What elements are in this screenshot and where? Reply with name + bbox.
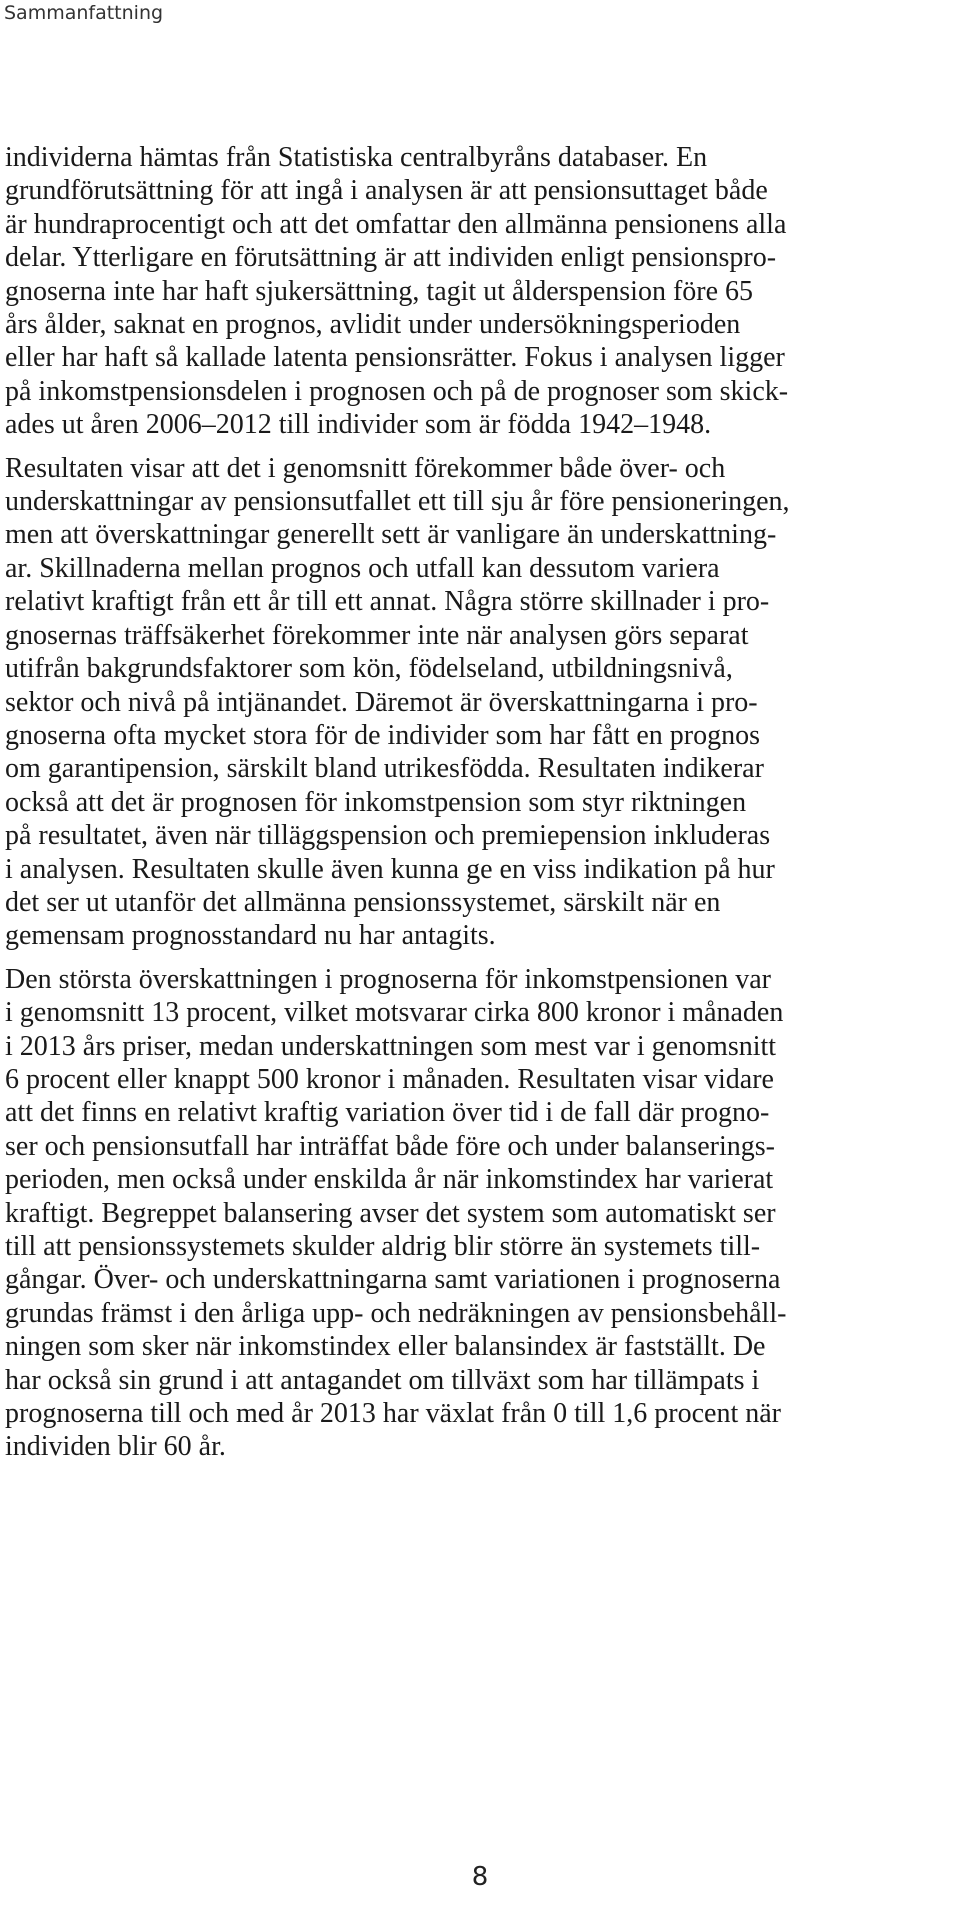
text-line: att det finns en relativt kraftig variation över tid i de fall där progno-: [5, 1097, 770, 1129]
text-line: gnosernas träffsäkerhet förekommer inte när analysen görs separat: [5, 619, 749, 651]
text-line: det ser ut utanför det allmänna pensionssystemet, särskilt när en: [5, 886, 721, 918]
text-line: i genomsnitt 13 procent, vilket motsvarar cirka 800 kronor i månaden: [5, 997, 784, 1029]
body-text: [5, 141, 950, 1474]
text-line: Den största överskattningen i prognoserna för inkomstpensionen var: [5, 963, 771, 995]
text-line: grundförutsättning för att ingå i analysen är att pensionsuttaget både: [5, 175, 768, 207]
text-line: sektor och nivå på intjänandet. Däremot är överskattningarna i pro-: [5, 686, 758, 718]
text-line: 6 procent eller knappt 500 kronor i månaden. Resultaten visar vidare: [5, 1063, 774, 1095]
text-line: på inkomstpensionsdelen i prognosen och på de prognoser som skick-: [5, 375, 789, 407]
text-line: i analysen. Resultaten skulle även kunna ge en viss indikation på hur: [5, 853, 775, 885]
text-line: i 2013 års priser, medan underskattningen som mest var i genomsnitt: [5, 1030, 777, 1062]
text-line: gnoserna ofta mycket stora för de individer som har fått en prognos: [5, 719, 761, 751]
page-number: 8: [471, 1862, 489, 1892]
paragraph-2: [5, 452, 950, 953]
text-line: delar. Ytterligare en förutsättning är att individen enligt pensionspro-: [5, 242, 777, 274]
text-line: ningen som sker när inkomstindex eller balansindex är fastställt. De: [5, 1331, 766, 1363]
text-line: ades ut åren 2006–2012 till individer som är födda 1942–1948.: [5, 409, 712, 441]
text-line: eller har haft så kallade latenta pensionsrätter. Fokus i analysen ligger: [5, 342, 785, 374]
paragraph-1: [5, 141, 950, 442]
text-line: utifrån bakgrundsfaktorer som kön, födelseland, utbildningsnivå,: [5, 653, 733, 685]
text-line: men att överskattningar generellt sett är vanligare än underskattning-: [5, 519, 777, 551]
text-line: individerna hämtas från Statistiska centralbyråns databaser. En: [5, 142, 708, 173]
text-line: gnoserna inte har haft sjukersättning, tagit ut ålderspension före 65: [5, 275, 754, 307]
paragraph-3: [5, 963, 950, 1464]
text-line: om garantipension, särskilt bland utrikesfödda. Resultaten indikerar: [5, 753, 764, 785]
running-head: Sammanfattning: [4, 2, 164, 24]
text-line: individen blir 60 år.: [5, 1431, 226, 1463]
text-line: ar. Skillnaderna mellan prognos och utfall kan dessutom variera: [5, 552, 720, 584]
text-line: gångar. Över- och underskattningarna samt variationen i prognoserna: [5, 1264, 781, 1296]
text-line: har också sin grund i att antagandet om tillväxt som har tillämpats i: [5, 1364, 760, 1396]
text-line: kraftigt. Begreppet balansering avser det system som automatiskt ser: [5, 1197, 776, 1229]
text-line: relativt kraftigt från ett år till ett annat. Några större skillnader i pro-: [5, 586, 770, 618]
text-line: perioden, men också under enskilda år när inkomstindex har varierat: [5, 1164, 774, 1196]
text-line: års ålder, saknat en prognos, avlidit under undersökningsperioden: [5, 309, 741, 341]
text-line: Resultaten visar att det i genomsnitt förekommer både över- och: [5, 452, 726, 484]
text-line: underskattningar av pensionsutfallet ett till sju år före pensioneringen,: [5, 486, 790, 518]
text-line: ser och pensionsutfall har inträffat både före och under balanserings-: [5, 1130, 775, 1162]
text-line: på resultatet, även när tilläggspension och premiepension inkluderas: [5, 820, 771, 852]
text-line: är hundraprocentigt och att det omfattar den allmänna pensionens alla: [5, 208, 787, 240]
text-line: prognoserna till och med år 2013 har växlat från 0 till 1,6 procent när: [5, 1398, 781, 1430]
text-line: grundas främst i den årliga upp- och nedräkningen av pensionsbehåll-: [5, 1297, 787, 1329]
text-line: gemensam prognosstandard nu har antagits.: [5, 920, 496, 952]
text-line: också att det är prognosen för inkomstpension som styr riktningen: [5, 786, 747, 818]
text-line: till att pensionssystemets skulder aldrig blir större än systemets till-: [5, 1231, 761, 1262]
